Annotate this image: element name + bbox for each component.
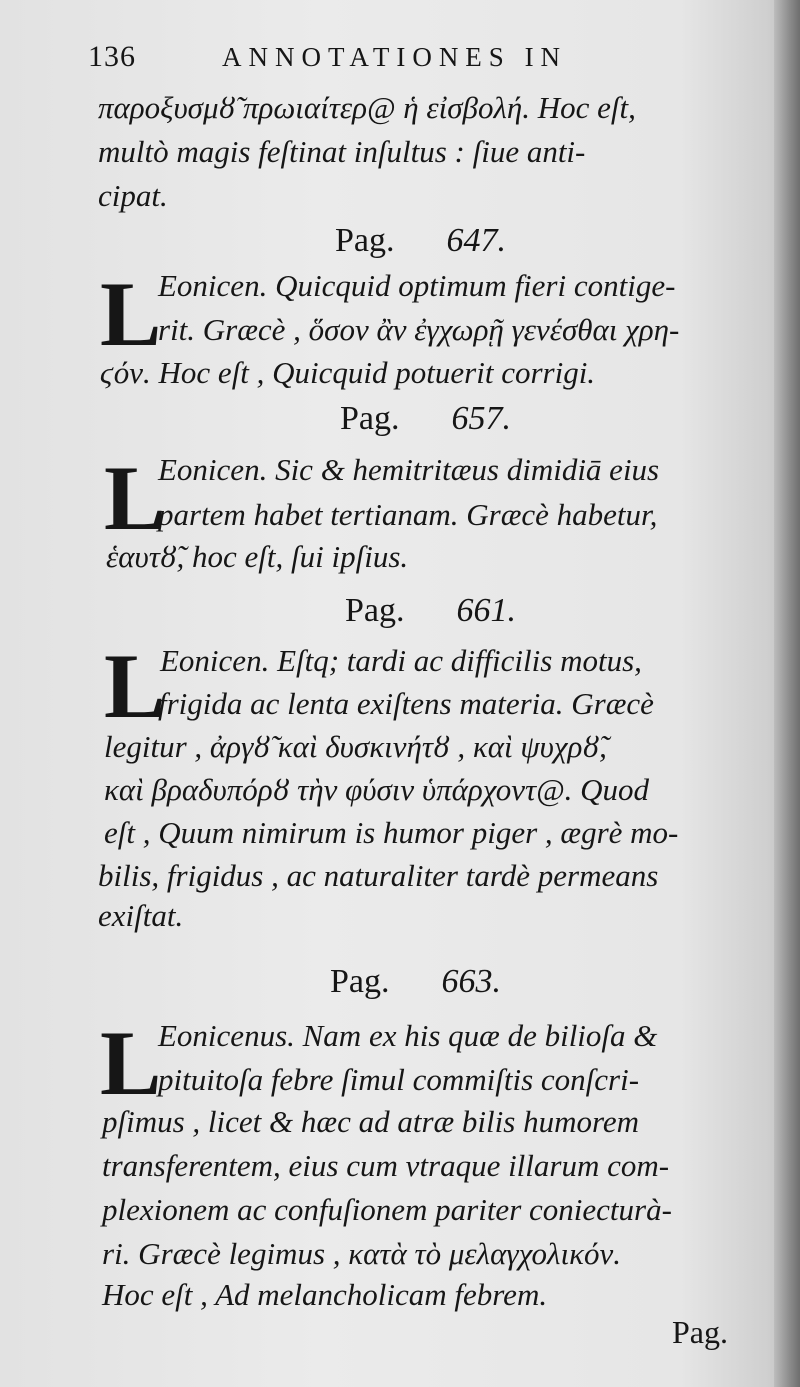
section-line: exiſtat. [98,898,184,933]
section-line: bilis, frigidus , ac naturaliter tardè permeans [98,858,659,893]
section-heading [340,402,511,436]
section-line: plexionem ac confuſionem pariter coniecturà- [102,1192,672,1227]
section-line: transferentem, eius cum vtraque illarum com- [102,1148,670,1183]
pag-number: 661. [456,592,516,629]
section-line: eſt , Quum nimirum is humor piger , ægrè mo- [104,815,679,850]
pag-number: 657. [451,400,511,437]
intro-line: cipat. [98,178,168,213]
page-number: 136 [88,40,136,73]
section-line: legitur , ἀργȣ̃ καὶ δυσκινήτȣ , καὶ ψυχρȣ̃, [104,729,607,764]
page-gutter [774,0,800,1387]
section-line: partem habet tertianam. Græcè habetur, [158,497,658,532]
section-line: Eonicen. Quicquid optimum fieri contige- [158,268,676,303]
section-line: ri. Græcè legimus , κατὰ τὸ μελαγχολικόν. [102,1236,621,1271]
pag-number: 647. [446,222,506,259]
section-line: Hoc eſt , Ad melancholicam febrem. [102,1277,548,1312]
section-heading [335,224,506,258]
pag-label: Pag. [340,400,400,437]
section-line: Eonicen. Eſtq; tardi ac difficilis motus, [160,643,642,678]
section-line: rit. Græcè , ὅσον ἂν ἐγχωρῇ γενέσθαι χρη- [158,312,680,347]
drop-initial: L [104,447,166,549]
section-heading [330,965,501,999]
section-line: pſimus , licet & hæc ad atræ bilis humorem [102,1104,640,1139]
pag-label: Pag. [345,592,405,629]
section-heading [345,594,516,628]
drop-initial: L [104,635,166,737]
section-line: Eonicen. Sic & hemitritæus dimidiā eius [158,452,660,487]
pag-label: Pag. [335,222,395,259]
running-title: ANNOTATIONES IN [222,42,568,72]
section-line: Eonicenus. Nam ex his quæ de bilioſa & [158,1018,658,1053]
catchword: Pag. [672,1314,728,1350]
running-head [88,40,648,80]
section-line: ϛόν. Hoc eſt , Quicquid potuerit corrigi. [100,355,596,390]
intro-line: παροξυσμȣ̃ πρωιαίτερ@ ἡ εἰσβολή. Hoc eſt, [98,90,636,125]
section-line: frigida ac lenta exiſtens materia. Græcè [158,686,654,721]
pag-label: Pag. [330,963,390,1000]
section-line: καὶ βραδυπόρȣ τὴν φύσιν ὑπάρχοντ@. Quod [104,772,650,807]
pag-number: 663. [441,963,501,1000]
section-line: ἑαυτȣ̃, hoc eſt, ſui ipſius. [106,539,409,574]
drop-initial: L [100,1012,162,1114]
section-line: pituitoſa febre ſimul commiſtis conſcri- [158,1062,640,1097]
intro-line: multò magis feſtinat inſultus : ſiue anti- [98,134,586,169]
drop-initial: L [100,263,162,365]
